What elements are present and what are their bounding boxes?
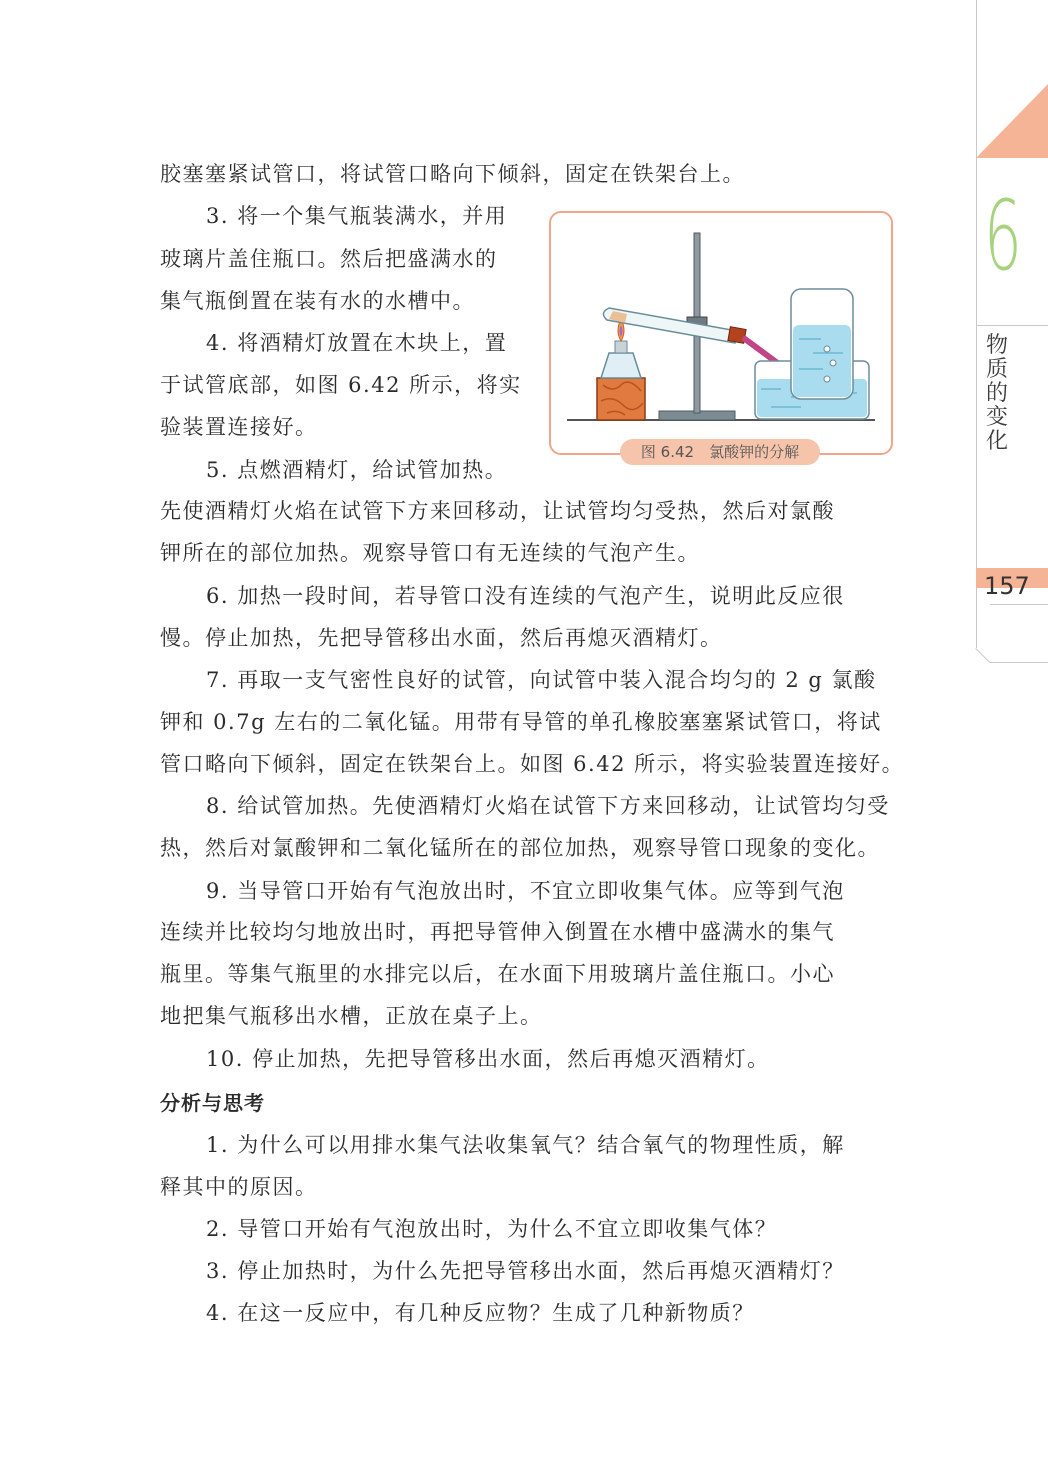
text-line-3: 玻璃片盖住瓶口。然后把盛满水的	[160, 247, 498, 271]
chapter-number: 6	[984, 180, 1022, 292]
text-line-13: 7. 再取一支气密性良好的试管，向试管中装入混合均匀的 2 g 氯酸	[206, 668, 877, 692]
text-line-6: 于试管底部，如图 6.42 所示，将实	[160, 373, 522, 397]
text-line-21: 地把集气瓶移出水槽，正放在桌子上。	[160, 1004, 543, 1028]
text-line-18: 9. 当导管口开始有气泡放出时，不宜立即收集气体。应等到气泡	[206, 879, 845, 903]
text-line-24: 1. 为什么可以用排水集气法收集氧气？结合氧气的物理性质，解	[206, 1133, 845, 1157]
text-line-5: 4. 将酒精灯放置在木块上，置	[206, 331, 508, 355]
text-line-19: 连续并比较均匀地放出时，再把导管伸入倒置在水槽中盛满水的集气	[160, 920, 835, 944]
text-line-27: 3. 停止加热时，为什么先把导管移出水面，然后再熄灭酒精灯？	[206, 1259, 845, 1283]
figure-caption: 图 6.42 氯酸钾的分解	[620, 439, 820, 465]
text-line-25: 释其中的原因。	[160, 1175, 318, 1199]
text-line-8: 5. 点燃酒精灯，给试管加热。	[206, 458, 508, 482]
text-line-26: 2. 导管口开始有气泡放出时，为什么不宜立即收集气体？	[206, 1217, 778, 1241]
section-heading: 分析与思考	[160, 1091, 265, 1115]
text-line-17: 热，然后对氯酸钾和二氧化锰所在的部位加热，观察导管口现象的变化。	[160, 836, 880, 860]
text-line-15: 管口略向下倾斜，固定在铁架台上。如图 6.42 所示，将实验装置连接好。	[160, 752, 905, 776]
text-line-2: 3. 将一个集气瓶装满水，并用	[206, 204, 508, 228]
text-line-10: 钾所在的部位加热。观察导管口有无连续的气泡产生。	[160, 541, 700, 565]
text-line-16: 8. 给试管加热。先使酒精灯火焰在试管下方来回移动，让试管均匀受	[206, 794, 890, 818]
text-line-7: 验装置连接好。	[160, 415, 318, 439]
corner-triangle	[976, 84, 1048, 158]
text-line-14: 钾和 0.7g 左右的二氧化锰。用带有导管的单孔橡胶塞塞紧试管口，将试	[160, 710, 882, 734]
text-line-22: 10. 停止加热，先把导管移出水面，然后再熄灭酒精灯。	[206, 1047, 770, 1071]
text-line-12: 慢。停止加热，先把导管移出水面，然后再熄灭酒精灯。	[160, 626, 723, 650]
tab-divider	[976, 325, 1048, 326]
page-number: 157	[984, 572, 1030, 600]
text-line-4: 集气瓶倒置在装有水的水槽中。	[160, 289, 475, 313]
tab-divider-2	[990, 604, 1048, 605]
tab-divider-3	[990, 662, 1048, 663]
text-line-20: 瓶里。等集气瓶里的水排完以后，在水面下用玻璃片盖住瓶口。小心	[160, 962, 835, 986]
text-line-28: 4. 在这一反应中，有几种反应物？生成了几种新物质？	[206, 1301, 755, 1325]
text-line-9: 先使酒精灯火焰在试管下方来回移动，让试管均匀受热，然后对氯酸	[160, 499, 835, 523]
text-line-1: 胶塞塞紧试管口，将试管口略向下倾斜，固定在铁架台上。	[160, 162, 745, 186]
margin-rule-bottom	[975, 648, 990, 663]
chapter-title: 物质的变化	[986, 333, 1009, 454]
text-line-11: 6. 加热一段时间，若导管口没有连续的气泡产生，说明此反应很	[206, 584, 845, 608]
